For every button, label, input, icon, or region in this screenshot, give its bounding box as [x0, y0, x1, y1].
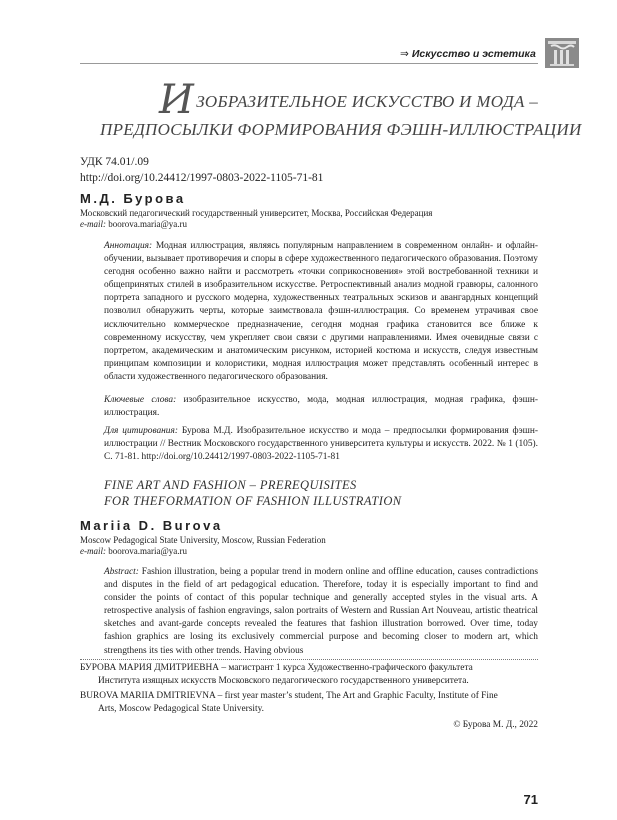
citation-text: Бурова М.Д. Изобразительное искусство и мода – предпосылки формирования фэшн-иллюстрации // Вестник Московского государственного университета культуры и искусств. 2022. № 1 (105). С. 71-81. http://doi.org/10.24412/1997-0803-2022-1105-71-81	[104, 426, 538, 463]
arrow-icon: ⇒	[400, 48, 409, 60]
section-label: Искусство и эстетика	[411, 48, 536, 60]
footnote-author-en	[80, 690, 538, 716]
header-rule	[80, 63, 538, 64]
footnote-separator	[80, 659, 538, 660]
citation-ru	[104, 425, 538, 464]
abstract-text: Fashion illustration, being a popular trend in modern online and offline education, causes contradictions and disputes in the field of art pedagogical education. Therefore, today it is especially important to find and consider the points of contact of this popular technique and generally accepted styles in the visual arts. A retrospective analysis of fashion engravings, salon portraits of Western and Russian Art Nouveau, artistic theatrical sketches and avant-garde concepts revealed the features that fashion illustration borrowed. Over time, today fashion graphics are losing its exclusively commercial purpose and becoming closer to modern art, which strengthens its ties with other trends. Having obvious	[104, 567, 538, 656]
citation-label: Для цитирования:	[104, 426, 178, 436]
author-affiliation-en: Moscow Pedagogical State University, Moscow, Russian Federation	[80, 535, 326, 545]
title-line2: ПРЕДПОСЫЛКИ ФОРМИРОВАНИЯ ФЭШН-ИЛЛЮСТРАЦИИ	[100, 120, 582, 139]
author-affiliation-ru: Московский педагогический государственный университет, Москва, Российская Федерация	[80, 208, 433, 218]
title-line1: ЗОБРАЗИТЕЛЬНОЕ ИСКУССТВО И МОДА –	[196, 92, 538, 111]
journal-section-header	[400, 48, 535, 60]
email-label: e-mail:	[80, 219, 106, 229]
abstract-en	[104, 566, 538, 658]
keywords-label: Ключевые слова:	[104, 395, 177, 405]
footnote-en-line2: Arts, Moscow Pedagogical State University.	[98, 704, 265, 714]
title-en-line1: FINE ART AND FASHION – PREREQUISITES	[104, 478, 357, 492]
author-email-ru	[80, 219, 187, 230]
abstract-label: Аннотация:	[104, 241, 153, 251]
abstract-text: Модная иллюстрация, являясь популярным направлением в современном онлайн- и офлайн-обучении, вызывает противоречия и споры в сфере художественного педагогического образования. Поэтому сегодня особенно важно найти и рассмотреть «точки соприкосновения» этой востребованной техники и общепринятых стилей в изобразительном искусстве. Ретроспективный анализ модной гравюры, салонного портрета западного и русского модерна, художественных театральных эскизов и авангардных концепций позволил обнаружить черты, которые заимствовала фэшн-иллюстрация. Со временем утрачивая свое исключительно коммерческое предназначение, сегодня модная графика становится все ближе к современному искусству, чем укрепляет свои связи с другими направлениями. Имея очевидные связи с портретом, академическим и анатомическим рисунком, историей костюма и искусств, следуя известным принципам композиции и колористики, модная иллюстрация может представлять особенный интерес в области художественного педагогического образования.	[104, 241, 538, 382]
abstract-label: Abstract:	[104, 567, 139, 577]
page-number: 71	[523, 792, 538, 807]
article-title-ru	[100, 77, 582, 142]
keywords-ru	[104, 394, 538, 420]
footnote-en-line1: BUROVA MARIIA DMITRIEVNA – first year master’s student, The Art and Graphic Faculty, Institute of Fine	[80, 691, 498, 701]
title-initial: И	[159, 77, 195, 123]
keywords-text: изобразительное искусство, мода, модная иллюстрация, модная графика, фэшн-иллюстрация.	[104, 395, 539, 419]
copyright-notice: © Бурова М. Д., 2022	[453, 720, 538, 730]
journal-logo-icon	[545, 38, 579, 68]
doi-link[interactable]: http://doi.org/10.24412/1997-0803-2022-1105-71-81	[80, 172, 324, 184]
email-value[interactable]: boorova.maria@ya.ru	[108, 219, 188, 229]
author-name-ru: М.Д. Бурова	[80, 191, 186, 206]
email-value[interactable]: boorova.maria@ya.ru	[108, 546, 188, 556]
abstract-ru	[104, 240, 538, 384]
author-email-en	[80, 546, 187, 557]
footnote-ru-line1: БУРОВА МАРИЯ ДМИТРИЕВНА – магистрант 1 курса Художественно-графического факультета	[80, 663, 473, 673]
article-title-en	[104, 477, 538, 509]
udc-code: УДК 74.01/.09	[80, 156, 149, 168]
title-en-line2: FOR THEFORMATION OF FASHION ILLUSTRATION	[104, 494, 402, 508]
author-name-en: Mariia D. Burova	[80, 518, 223, 533]
email-label: e-mail:	[80, 546, 106, 556]
footnote-author-ru	[80, 662, 538, 688]
footnote-ru-line2: Института изящных искусств Московского педагогического государственного университета.	[98, 676, 469, 686]
